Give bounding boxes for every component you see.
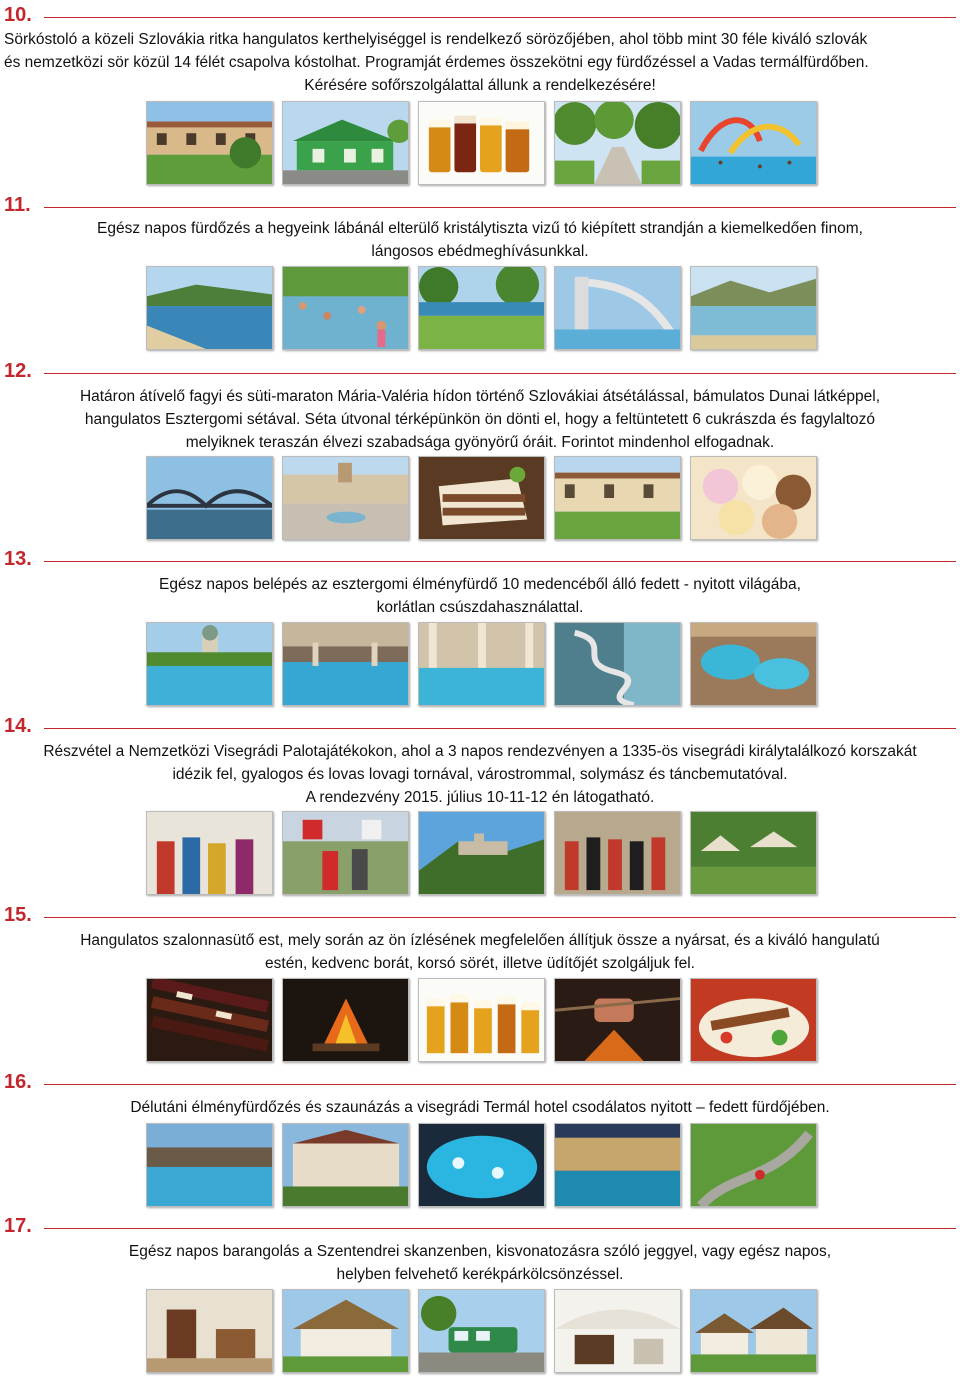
description-line: Hangulatos szalonnasütő est, mely során az ön ízlésének megfelelően állítjuk össze a nyársat, és a kiváló hangulatú [80,932,880,949]
aerial-spa-pools-photo [690,622,817,706]
thermal-pool-slides-photo [690,101,817,185]
medieval-costumes-photo [146,811,273,895]
description-line: és nemzetközi sör közül 14 félét csapolva kóstolhat. Programját érdemes összekötni egy fürdőzéssel a Vadas termálfürdőben. [4,54,869,71]
photo-strip [146,101,817,185]
photo-strip [146,1289,817,1373]
photo-strip [146,456,817,540]
section-divider [44,917,956,918]
village-fair-photo [690,811,817,895]
description-line: helyben felvehető kerékpárkölcsönzéssel. [336,1266,624,1283]
section-number: 14. [4,715,38,737]
section-divider [44,207,956,208]
evening-hotel-pool-photo [554,1123,681,1207]
town-fountain-square-photo [282,456,409,540]
skanzen-train-photo [418,1289,545,1373]
campfire-photo [282,978,409,1062]
beer-mugs-photo [418,978,545,1062]
section-divider [44,1084,956,1085]
outdoor-pools-basilica-photo [146,622,273,706]
description-line: Egész napos belépés az esztergomi élményfürdő 10 medencéből álló fedett - nyitott világába, [159,576,801,593]
description-line: Kérésére sofőrszolgálattal állunk a rendelkezésére! [304,77,656,94]
hotel-terrace-pool-photo [146,1123,273,1207]
grilled-skewers-photo [690,978,817,1062]
bobsled-track-photo [690,1123,817,1207]
lakeside-lawn-photo [418,266,545,350]
photo-strip [146,811,817,895]
wine-bottles-photo [146,978,273,1062]
thatched-farmhouse-photo [282,1289,409,1373]
section-divider [44,728,956,729]
ice-cream-scoops-photo [690,456,817,540]
description-line: korlátlan csúszdahasználattal. [376,599,584,616]
section-description [4,1096,956,1119]
beer-glasses-photo [418,101,545,185]
description-line: Határon átívelő fagyi és süti-maraton Mária-Valéria hídon történő Szlovákiai átsétálással, bámulatos Dunai látképpel, [79,388,881,405]
section-number: 11. [4,194,37,216]
section-description [4,1240,956,1286]
costumed-parade-photo [554,811,681,895]
maria-valeria-bridge-photo [146,456,273,540]
lake-beach-photo [146,266,273,350]
crowded-bathers-photo [282,266,409,350]
description-line: melyiknek teraszán élvezi szabadsága gyönyörű óráit. Forintot mindenhol elfogadnak. [185,434,775,451]
description-line: estén, kedvenc borát, korsó sörét, illetve üdítőjét szolgáljuk fel. [265,955,695,972]
description-line: Egész napos fürdőzés a hegyeink lábánál elterülő kristálytiszta vizű tó kiépített strandján a kiemelkedően finom, [97,220,863,237]
photo-strip [146,266,817,350]
roasting-bacon-photo [554,978,681,1062]
section-number: 15. [4,904,38,926]
section-divider [44,17,956,18]
description-line: A rendezvény 2015. július 10-11-12 én látogatható. [305,789,655,806]
indoor-pool-hall-photo [282,622,409,706]
section-description [4,28,956,97]
description-line: hangulatos Esztergomi sétával. Séta útvonal térképünkön ön dönti el, hogy a feltüntetett 6 cukrászda és fagylaltozó [84,411,876,428]
pedestrian-street-photo [554,456,681,540]
section-number: 17. [4,1215,38,1237]
photo-strip [146,622,817,706]
lake-panorama-photo [690,266,817,350]
photo-strip [146,1123,817,1207]
jacuzzi-pool-photo [418,1123,545,1207]
section-description [4,385,956,454]
section-divider [44,373,956,374]
white-kitchen-photo [554,1289,681,1373]
photo-strip [146,978,817,1062]
section-description [4,573,956,619]
section-description [4,217,956,263]
description-line: Sörkóstoló a közeli Szlovákia ritka hangulatos kerthelyiséggel is rendelkező sörözőjében, ahol több mint 30 féle kiváló szlovák [4,31,868,48]
visegrad-castle-photo [418,811,545,895]
description-line: idézik fel, gyalogos és lovas lovagi tornával, várostrommal, solymász és táncbemutatóval. [172,766,788,783]
section-divider [44,1228,956,1229]
town-square-photo [146,101,273,185]
knight-tournament-photo [282,811,409,895]
tree-lined-promenade-photo [554,101,681,185]
section-divider [44,561,956,562]
tiramisu-cake-photo [418,456,545,540]
section-number: 10. [4,4,38,26]
village-houses-photo [690,1289,817,1373]
description-line: lángosos ebédmeghívásunkkal. [371,243,589,260]
description-line: Délutáni élményfürdőzés és szaunázás a visegrádi Termál hotel csodálatos nyitott – fedett fürdőjében. [130,1099,830,1116]
folk-interior-photo [146,1289,273,1373]
description-line: Egész napos barangolás a Szentendrei skanzenben, kisvonatozásra szóló jeggyel, vagy egész napos, [128,1243,832,1260]
green-pub-photo [282,101,409,185]
section-description [4,929,956,975]
section-number: 12. [4,360,38,382]
section-description [4,740,956,809]
section-number: 13. [4,548,38,570]
spiral-slide-photo [554,622,681,706]
termal-hotel-building-photo [282,1123,409,1207]
description-line: Részvétel a Nemzetközi Visegrádi Palotajátékokon, ahol a 3 napos rendezvényen a 1335-ös visegrádi királytalálkozó korszakát [43,743,917,760]
water-slide-tower-photo [554,266,681,350]
section-number: 16. [4,1071,38,1093]
spa-pool-columns-photo [418,622,545,706]
